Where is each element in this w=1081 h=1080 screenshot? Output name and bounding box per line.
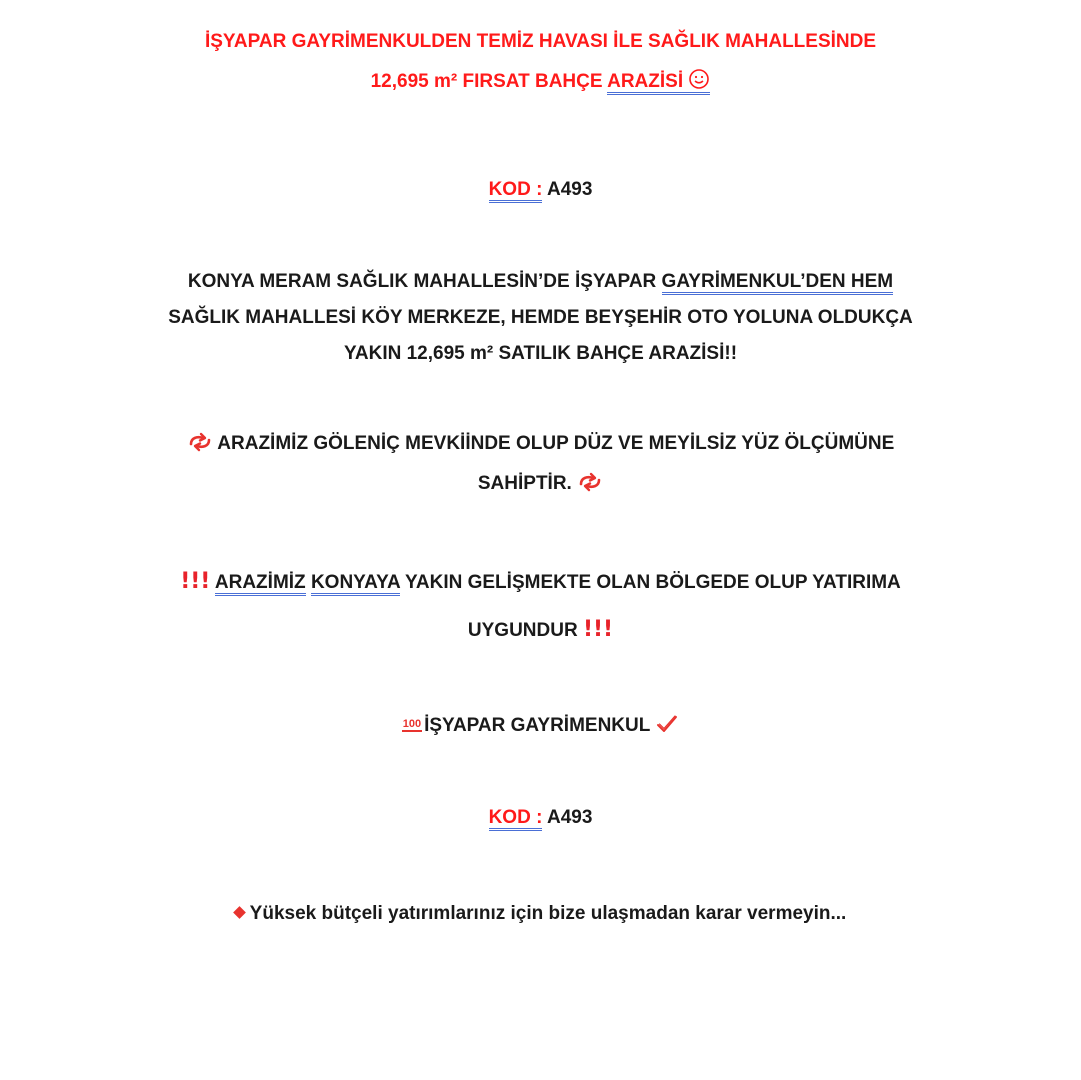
description-text-2: SAĞLIK MAHALLESİ KÖY MERKEZE, HEMDE BEYŞEHİR OTO YOLUNA OLDUKÇA	[168, 307, 913, 328]
description-line-3	[0, 342, 1081, 366]
code-top-line	[0, 178, 1081, 202]
description-line-2	[0, 306, 1081, 330]
code-top-value: A493	[542, 179, 593, 200]
description-link-gayrimenkul: GAYRİMENKUL’DEN HEM	[662, 271, 894, 295]
footer-text: Yüksek bütçeli yatırımlarınız için bize ulaşmadan karar vermeyin...	[249, 903, 847, 924]
title-line-1	[0, 30, 1081, 54]
investment-link-konyaya: KONYAYA	[311, 572, 400, 596]
hundred-points-icon: 100	[402, 718, 422, 730]
smiling-face-icon	[688, 68, 710, 90]
code-bottom-line	[0, 806, 1081, 830]
description-text-3: YAKIN 12,695 m² SATILIK BAHÇE ARAZİSİ!!	[343, 343, 738, 364]
recycle-arrows-icon-2	[577, 472, 603, 492]
title-text-2: 12,695 m² FIRSAT BAHÇE	[370, 71, 608, 92]
exclamation-icon: !!!	[180, 569, 211, 594]
description-text-1: KONYA MERAM SAĞLIK MAHALLESİN’DE İŞYAPAR	[187, 271, 662, 292]
investment-link-arazimiz: ARAZİMİZ	[215, 572, 306, 596]
feature-line-2	[0, 472, 1081, 496]
footer-line	[0, 902, 1081, 926]
code-bottom-value: A493	[542, 807, 593, 828]
investment-line-1	[0, 570, 1081, 595]
feature-text-1: ARAZİMİZ GÖLENİÇ MEVKİİNDE OLUP DÜZ VE MEYİLSİZ YÜZ ÖLÇÜMÜNE	[212, 433, 895, 454]
code-bottom-label: KOD :	[489, 807, 543, 831]
recycle-arrows-icon	[187, 432, 213, 452]
red-diamond-icon	[233, 906, 246, 919]
brand-name: İŞYAPAR GAYRİMENKUL	[424, 715, 656, 736]
check-mark-icon	[655, 714, 679, 734]
description-line-1	[0, 270, 1081, 294]
feature-line-1	[0, 432, 1081, 456]
title-link-arazisi	[607, 71, 710, 95]
title-text-1: İŞYAPAR GAYRİMENKULDEN TEMİZ HAVASI İLE SAĞLIK MAHALLESİNDE	[204, 31, 877, 52]
code-top-label: KOD :	[489, 179, 543, 203]
investment-text-2: UYGUNDUR	[467, 620, 583, 641]
exclamation-icon-2: !!!	[582, 617, 614, 642]
title-line-2	[0, 68, 1081, 94]
feature-text-2: SAHİPTİR.	[477, 473, 578, 494]
brand-line	[0, 714, 1081, 738]
title-link-text: ARAZİSİ	[607, 71, 689, 92]
investment-text-1: YAKIN GELİŞMEKTE OLAN BÖLGEDE OLUP YATIRIMA	[400, 572, 901, 593]
investment-line-2	[0, 618, 1081, 643]
